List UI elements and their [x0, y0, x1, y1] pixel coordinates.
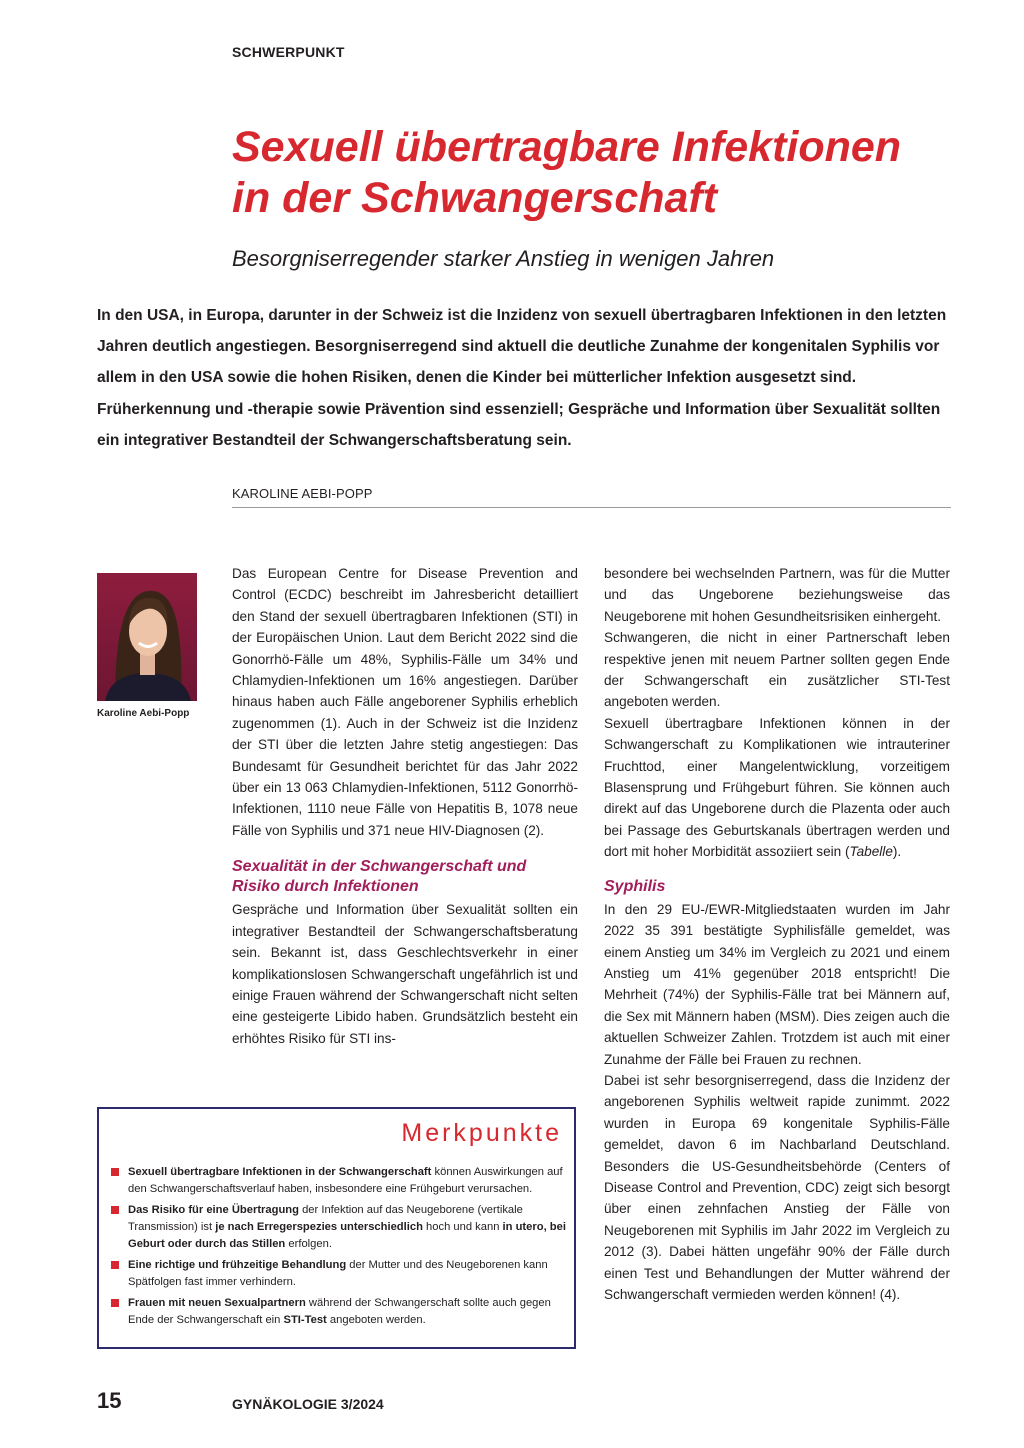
- body-paragraph: Schwangeren, die nicht in einer Partnerschaft leben respektive jenen mit neuem Partner sollten gegen Ende der Schwangerschaft ein zusätzlicher STI-Test angeboten werden.: [604, 630, 950, 710]
- merkpunkt-item: [111, 1257, 566, 1291]
- merkpunkt-text: erfolgen.: [285, 1238, 332, 1250]
- merkpunkte-list: [111, 1164, 566, 1333]
- merkpunkt-bold: STI-Test: [283, 1314, 327, 1326]
- author-name: KAROLINE AEBI-POPP: [232, 486, 373, 501]
- section-heading-syphilis: Syphilis: [604, 877, 666, 895]
- article-title: [232, 122, 992, 224]
- square-bullet-icon: [111, 1299, 119, 1307]
- table-reference: Tabelle: [849, 844, 893, 860]
- merkpunkt-text: angeboten werden.: [326, 1314, 426, 1326]
- merkpunkt-bold: in utero, bei Geburt oder durch das Stillen: [128, 1221, 566, 1250]
- section-heading-sexualitaet: Sexualität in der Schwangerschaft und Risiko durch Infektionen: [232, 858, 527, 896]
- article-subtitle: Besorgniserregender starker Anstieg in wenigen Jahren: [232, 246, 775, 271]
- body-paragraph: Das European Centre for Disease Prevention and Control (ECDC) beschreibt im Jahresbericht detailliert den Stand der sexuell übertragbaren Infektionen (STI) in der Europäischen Union. Laut dem Bericht 2022 sind die Gonorrhö-Fälle um 48%, Syphilis-Fälle um 34% und Chlamydien-Infektionen um 16% angestiegen. Darüber hinaus haben auch Fälle angeborener Syphilis erheblich zugenommen (1). Auch in der Schweiz ist die Inzidenz der STI über die letzten Jahre stetig angestiegen: Das Bundesamt für Gesundheit berichtet für das Jahr 2022 über ein 13 063 Chlamydien-Infektionen, 5112 Gonorrhö-Infektionen, 1110 neue Fälle von Hepatitis B, 1078 neue Fälle von Syphilis und 371 neue HIV-Diagnosen (2).: [232, 566, 578, 838]
- merkpunkt-text: der Mutter und des Neugeborenen kann Spätfolgen fast immer verhindern.: [128, 1259, 548, 1288]
- photo-caption: Karoline Aebi-Popp: [97, 708, 190, 719]
- body-paragraph: Dabei ist sehr besorgniserregend, dass die Inzidenz der angeborenen Syphilis weltweit rapide zunimmt. 2022 wurden in Europa 69 kongenitale Syphilis-Fälle gemeldet, davon 6 im Nachbarland Deutschland. Besonders die US-Gesundheitsbehörde (Centers of Disease Control and Prevention, CDC) zeigt sich besorgt über einen zehnfachen Anstieg der Fälle von Neugeborenen mit Syphilis im Jahr 2022 im Vergleich zu 2012 (3). Dabei hätten ungefähr 90% der Fälle durch einen Test und Behandlungen der Mutter während der Schwangerschaft vermieden werden können! (4).: [604, 1072, 950, 1302]
- merkpunkt-item: [111, 1202, 566, 1253]
- body-paragraph: besondere bei wechselnden Partnern, was für die Mutter und das Ungeborene beziehungsweise das Neugeborene mit hohen Gesundheitsrisiken einhergeht.: [604, 566, 950, 624]
- merkpunkt-bold: Eine richtige und frühzeitige Behandlung: [128, 1259, 347, 1271]
- merkpunkt-bold: je nach Erregerspezies unterschiedlich: [215, 1221, 423, 1233]
- body-paragraph: In den 29 EU-/EWR-Mitgliedstaaten wurden im Jahr 2022 35 391 bestätigte Syphilisfälle gemeldet, was einem Anstieg um 34% im Vergleich zu 2021 und einem Anstieg um 41% gegenüber 2018 entspricht! Die Mehrheit (74%) der Syphilis-Fälle trat bei Männern auf, die Sex mit Männern haben (MSM). Dies zeigen auch die aktuellen Schweizer Zahlen. Trotzdem ist auch mit einer Zunahme der Fälle bei Frauen zu rechnen.: [604, 901, 950, 1067]
- merkpunkt-text: können Auswirkungen auf den Schwangerschaftsverlauf haben, insbesondere eine Frühgeburt verursachen.: [128, 1166, 563, 1195]
- square-bullet-icon: [111, 1168, 119, 1176]
- article-column-2: [604, 563, 950, 1305]
- square-bullet-icon: [111, 1206, 119, 1214]
- merkpunkt-item: [111, 1295, 566, 1329]
- merkpunkte-title: Merkpunkte: [401, 1119, 562, 1147]
- author-photo: [97, 573, 197, 701]
- section-label: SCHWERPUNKT: [232, 44, 345, 60]
- journal-name: GYNÄKOLOGIE 3/2024: [232, 1396, 384, 1412]
- merkpunkte-box: [97, 1107, 576, 1349]
- merkpunkt-bold: Sexuell übertragbare Infektionen in der Schwangerschaft: [128, 1166, 432, 1178]
- title-line-2: in der Schwangerschaft: [232, 174, 718, 222]
- merkpunkt-bold: Frauen mit neuen Sexualpartnern: [128, 1297, 306, 1309]
- merkpunkt-bold: Das Risiko für eine Übertragung: [128, 1204, 299, 1216]
- lead-paragraph: In den USA, in Europa, darunter in der Schweiz ist die Inzidenz von sexuell übertragbaren Infektionen in den letzten Jahren deutlich angestiegen. Besorgniserregend sind aktuell die deutliche Zunahme der kongenitalen Syphilis vor allem in den USA sowie die hohen Risiken, denen die Kinder bei mütterlicher Infektion ausgesetzt sind. Früherkennung und -therapie sowie Prävention sind essenziell; Gespräche und Information über Sexualität sollten ein integrativer Bestandteil der Schwangerschaftsberatung sein.: [97, 307, 947, 449]
- merkpunkt-text: hoch und kann: [422, 1221, 503, 1233]
- merkpunkt-item: [111, 1164, 566, 1198]
- body-paragraph: [604, 713, 950, 863]
- square-bullet-icon: [111, 1261, 119, 1269]
- body-text: ).: [892, 844, 902, 860]
- body-paragraph: Gespräche und Information über Sexualität sollten ein integrativer Bestandteil der Schwangerschaftsberatung sein. Bekannt ist, dass Geschlechtsverkehr in einer komplikationslosen Schwangerschaft ungefährlich ist und einige Frauen während der Schwangerschaft nicht selten eine gesteigerte Libido haben. Grundsätzlich besteht ein erhöhtes Risiko für STI ins-: [232, 902, 578, 1046]
- page-number: 15: [97, 1388, 122, 1413]
- title-line-1: Sexuell übertragbare Infektionen: [232, 123, 902, 171]
- body-text: Sexuell übertragbare Infektionen können in der Schwangerschaft zu Komplikationen wie intrauteriner Fruchttod, einer Mangelentwicklung, vorzeitigem Blasensprung und Frühgeburt führen. Sie können auch direkt auf das Ungeborene durch die Plazenta oder auch bei Passage des Geburtskanals übertragen werden und dort mit hoher Morbidität assoziiert sein (: [604, 715, 950, 860]
- article-column-1: [232, 563, 578, 1049]
- merkpunkt-text: der Infektion auf das Neugeborene (vertikale Transmission) ist: [128, 1204, 523, 1233]
- merkpunkt-text: während der Schwangerschaft sollte auch gegen Ende der Schwangerschaft ein: [128, 1297, 551, 1326]
- author-divider: [232, 507, 951, 508]
